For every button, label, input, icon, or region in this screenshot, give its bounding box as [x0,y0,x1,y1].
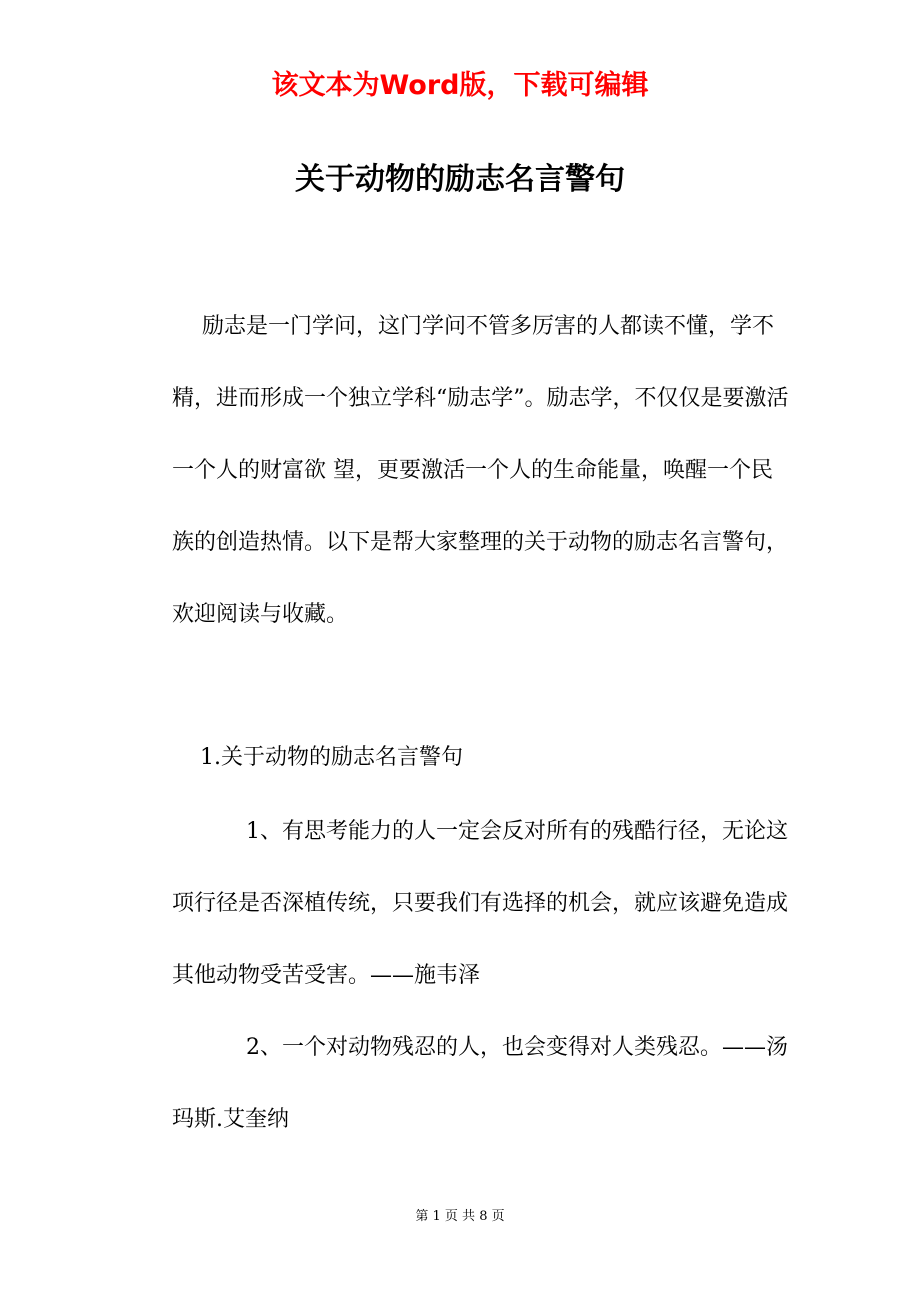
page-footer: 第 1 页 共 8 页 [415,1209,505,1224]
intro-paragraph: 励志是一门学问，这门学问不管多厉害的人都读不懂，学不精，进而形成一个独立学科“励志学”。励志学，不仅仅是要激活一个人的财富欲 望，更要激活一个人的生命能量，唤醒一个民族的创造热情。以下是帮大家整理的关于动物的励志名言警句，欢迎阅读与收藏。 [172,314,789,627]
quote-paragraph-1: 1、有思考能力的人一定会反对所有的残酷行径，无论这项行径是否深植传统，只要我们有选择的机会，就应该避免造成其他动物受苦受害。——施韦泽 [172,819,789,988]
document-title: 关于动物的励志名言警句 [295,162,625,197]
download-banner: 该文本为Word版，下载可编辑 [271,70,649,101]
quote-paragraph-2: 2、一个对动物残忍的人，也会变得对人类残忍。——汤玛斯.艾奎纳 [172,1035,788,1132]
section-heading: 1.关于动物的励志名言警句 [200,745,463,770]
